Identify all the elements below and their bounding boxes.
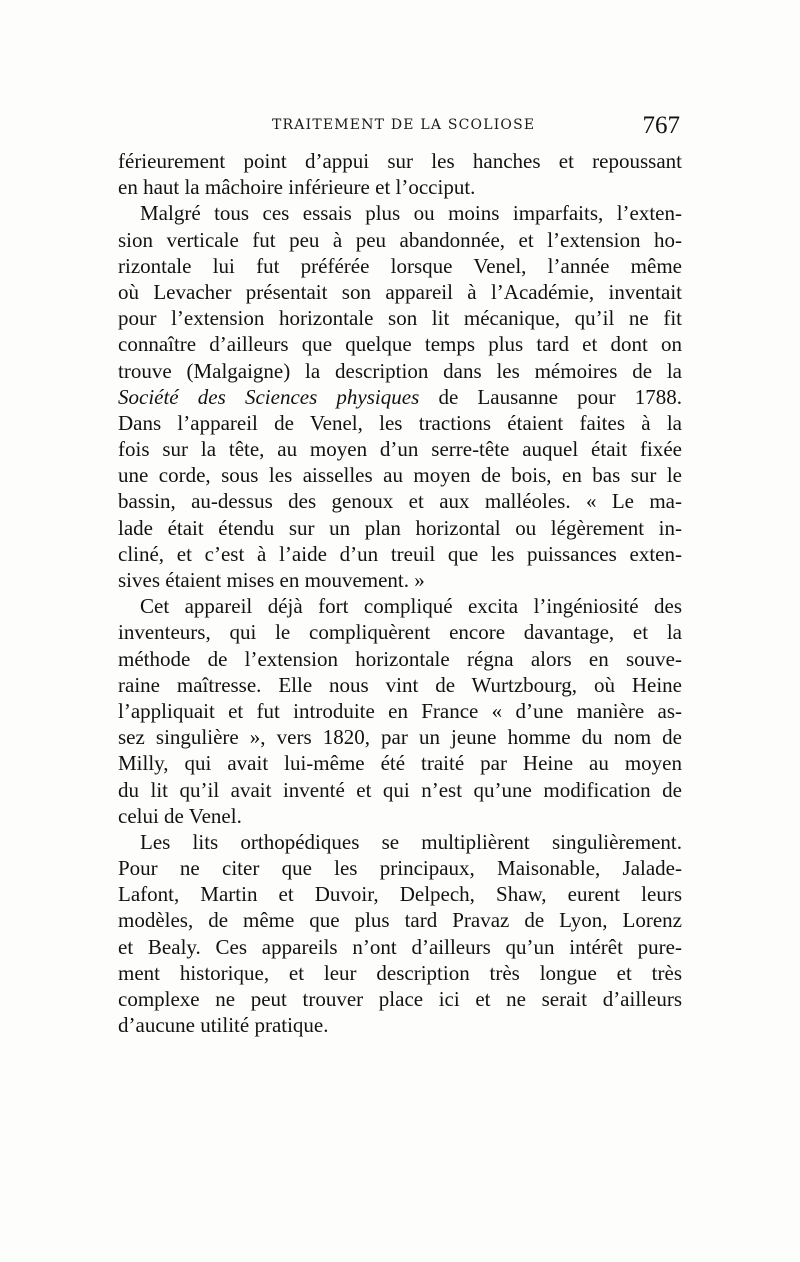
text-line: Dans l’appareil de Venel, les tractions étaient faites à la [118, 410, 682, 435]
text-line: d’aucune utilité pratique. [118, 1013, 329, 1038]
text-line: du lit qu’il avait inventé et qui n’est qu’une modification de [118, 777, 682, 802]
text-line: connaître d’ailleurs que quelque temps plus tard et dont on [118, 332, 682, 357]
running-title: TRAITEMENT DE LA SCOLIOSE [272, 117, 536, 133]
text-line: pour l’extension horizontale son lit mécanique, qu’il ne fit [118, 306, 682, 331]
text-line: inventeurs, qui le compliquèrent encore davantage, et la [118, 620, 682, 645]
italic-title: Société des Sciences physiques [118, 384, 420, 409]
text-line: celui de Venel. [118, 803, 242, 828]
line-text: de Lausanne pour 1788. [419, 384, 682, 409]
text-line: méthode de l’extension horizontale régna alors en souve- [118, 646, 682, 671]
text-line: Les lits orthopédiques se multiplièrent singulièrement. [140, 829, 682, 854]
text-line: lade était étendu sur un plan horizontal ou légèrement in- [118, 515, 682, 540]
text-line: une corde, sous les aisselles au moyen de bois, en bas sur le [118, 463, 682, 488]
text-line [118, 384, 682, 410]
text-line: raine maîtresse. Elle nous vint de Wurtzbourg, où Heine [118, 672, 682, 697]
text-line: trouve (Malgaigne) la description dans les mémoires de la [118, 358, 682, 383]
text-line: en haut la mâchoire inférieure et l’occiput. [118, 175, 476, 200]
text-line: complexe ne peut trouver place ici et ne serait d’ailleurs [118, 987, 682, 1011]
text-line: où Levacher présentait son appareil à l’Académie, inventait [118, 279, 682, 304]
text-line: sion verticale fut peu à peu abandonnée, et l’extension ho- [118, 227, 682, 252]
text-line: fois sur la tête, au moyen d’un serre-tête auquel était fixée [118, 437, 682, 462]
text-line: Malgré tous ces essais plus ou moins imparfaits, l’exten- [140, 201, 682, 226]
text-line: bassin, au-dessus des genoux et aux malléoles. « Le ma- [118, 489, 682, 514]
text-line: ment historique, et leur description très longue et très [118, 960, 682, 985]
running-header [118, 112, 682, 142]
text-line: férieurement point d’appui sur les hanches et repoussant [118, 149, 682, 173]
text-line: Cet appareil déjà fort compliqué excita l’ingéniosité des [140, 594, 682, 619]
text-line: sez singulière », vers 1820, par un jeune homme du nom de [118, 725, 682, 750]
text-line: rizontale lui fut préférée lorsque Venel, l’année même [118, 253, 682, 278]
text-line: l’appliquait et fut introduite en France « d’une manière as- [118, 698, 682, 723]
text-line: cliné, et c’est à l’aide d’un treuil que les puissances exten- [118, 541, 682, 566]
text-line: Pour ne citer que les principaux, Maisonable, Jalade- [118, 856, 682, 881]
page-number: 767 [642, 112, 680, 139]
text-line: Lafont, Martin et Duvoir, Delpech, Shaw, eurent leurs [118, 882, 682, 907]
body-text [118, 148, 682, 1038]
text-line: et Bealy. Ces appareils n’ont d’ailleurs qu’un intérêt pure- [118, 934, 682, 959]
text-line: sives étaient mises en mouvement. » [118, 568, 425, 592]
text-line: Milly, qui avait lui-même été traité par Heine au moyen [118, 751, 682, 776]
text-line: modèles, de même que plus tard Pravaz de Lyon, Lorenz [118, 908, 682, 933]
